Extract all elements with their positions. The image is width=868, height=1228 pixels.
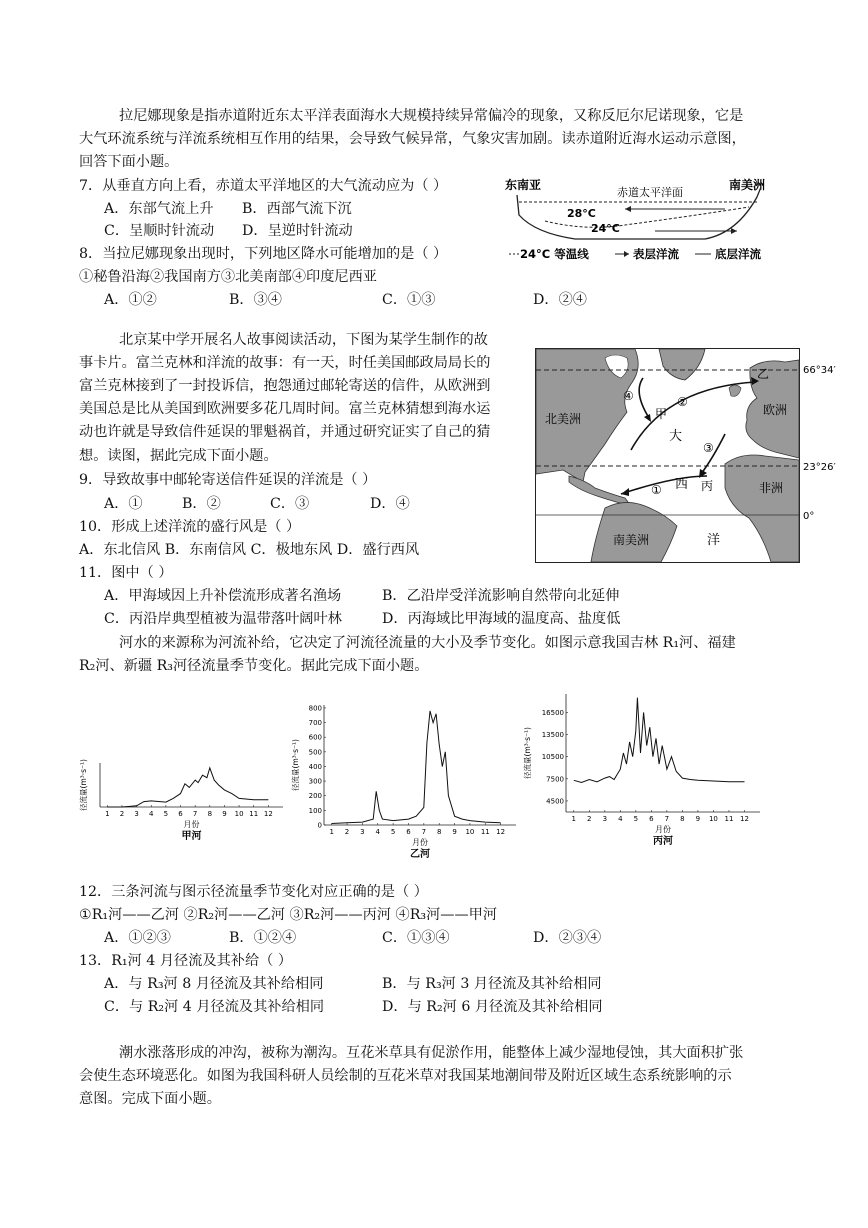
q13-option-c[interactable]: C．与 R₂河 4 月径流及其补给相同 bbox=[104, 999, 325, 1015]
x-tick-label: 12 bbox=[496, 828, 506, 836]
q8-option-d[interactable]: D．②④ bbox=[533, 292, 587, 308]
y-tick-label: 4500 bbox=[546, 797, 564, 806]
x-tick-label: 2 bbox=[119, 810, 125, 818]
q11-option-d[interactable]: D．丙海域比甲海域的温度高、盐度低 bbox=[382, 611, 621, 627]
q12-items: ①R₁河——乙河 ②R₂河——乙河 ③R₂河——丙河 ④R₃河——甲河 bbox=[79, 907, 498, 923]
chart-yi bbox=[290, 697, 518, 865]
series-line bbox=[332, 711, 501, 824]
lat-23: 23°26′ bbox=[803, 462, 836, 473]
q13-option-d[interactable]: D．与 R₂河 6 月径流及其补给相同 bbox=[382, 999, 603, 1015]
x-tick-label: 9 bbox=[695, 815, 701, 823]
q7-stem: 7．从垂直方向上看，赤道太平洋地区的大气流动应为（ ） bbox=[79, 178, 448, 194]
x-tick-label: 4 bbox=[618, 815, 623, 823]
q9-option-b[interactable]: B．② bbox=[182, 496, 221, 512]
q9-option-a[interactable]: A．① bbox=[104, 496, 143, 512]
label-africa: 非洲 bbox=[759, 481, 784, 495]
x-tick-label: 10 bbox=[234, 810, 244, 818]
q8-option-b[interactable]: B．③④ bbox=[229, 292, 282, 308]
label-yi: 乙 bbox=[757, 367, 770, 381]
chart-title: 丙河 bbox=[653, 836, 673, 847]
label-current-2: ② bbox=[677, 395, 688, 409]
q11-option-a[interactable]: A．甲海域因上升补偿流形成著名渔场 bbox=[104, 588, 342, 604]
x-tick-label: 8 bbox=[680, 815, 685, 823]
x-tick-label: 3 bbox=[134, 810, 139, 818]
label-south-america: 南美洲 bbox=[729, 178, 766, 192]
legend-surface: 表层洋流 bbox=[633, 247, 679, 261]
q7-option-b[interactable]: B．西部气流下沉 bbox=[242, 201, 352, 217]
x-tick-label: 8 bbox=[436, 828, 442, 836]
series-line bbox=[107, 768, 268, 807]
passage3-line1: 河水的来源称为河流补给，它决定了河流径流量的大小及季节变化。如图示意我国吉林 R₁河、福建 bbox=[119, 635, 736, 651]
y-tick-label: 400 bbox=[308, 762, 322, 771]
x-tick-label: 2 bbox=[344, 828, 350, 836]
x-tick-label: 12 bbox=[740, 815, 749, 823]
legend-bottom: 底层洋流 bbox=[715, 247, 761, 261]
x-tick-label: 1 bbox=[571, 815, 576, 823]
x-axis-label: 月份 bbox=[655, 825, 671, 834]
q12-option-c[interactable]: C．①③④ bbox=[382, 930, 450, 946]
q13-option-b[interactable]: B．与 R₃河 3 月径流及其补给相同 bbox=[382, 976, 602, 992]
label-pacific-surface: 赤道太平洋面 bbox=[617, 186, 683, 199]
passage1-line2: 大气环流系统与洋流系统相互作用的结果，会导致气候异常，气象灾害加剧。读赤道附近海水运动示意图， bbox=[79, 131, 746, 147]
x-tick-label: 6 bbox=[649, 815, 654, 823]
y-tick-label: 16500 bbox=[541, 708, 564, 717]
q7-option-a[interactable]: A．东部气流上升 bbox=[104, 201, 214, 217]
y-axis-label: 径流量(m³·s⁻¹) bbox=[79, 759, 88, 811]
x-tick-label: 5 bbox=[390, 828, 396, 836]
q9-option-c[interactable]: C．③ bbox=[270, 496, 310, 512]
q12-option-a[interactable]: A．①②③ bbox=[104, 930, 171, 946]
series-line bbox=[574, 698, 745, 783]
x-tick-label: 4 bbox=[149, 810, 154, 818]
x-tick-label: 3 bbox=[360, 828, 365, 836]
x-tick-label: 6 bbox=[178, 810, 183, 818]
x-tick-label: 9 bbox=[452, 828, 457, 836]
q10-options[interactable]: A．东北信风 B．东南信风 C．极地东风 D．盛行西风 bbox=[79, 542, 420, 558]
q11-option-c[interactable]: C．丙沿岸典型植被为温带落叶阔叶林 bbox=[104, 611, 342, 627]
y-tick-label: 10500 bbox=[541, 753, 564, 762]
x-tick-label: 11 bbox=[249, 810, 259, 818]
y-axis-label: 径流量(m³·s⁻¹) bbox=[291, 739, 300, 791]
label-xi: 西 bbox=[675, 477, 689, 492]
legend-isotherm: 24°C 等温线 bbox=[520, 247, 589, 261]
x-tick-label: 1 bbox=[105, 810, 110, 818]
x-tick-label: 10 bbox=[708, 815, 718, 823]
chart-title: 乙河 bbox=[410, 849, 430, 860]
passage2-line3: 富兰克林接到了一封投诉信，抱怨通过邮轮寄送的信件，从欧洲到 bbox=[79, 378, 491, 394]
q7-option-d[interactable]: D．呈逆时针流动 bbox=[242, 223, 353, 239]
legend-surface-arrow bbox=[624, 251, 629, 257]
passage2-line2: 事卡片。富兰克林和洋流的故事：有一天，时任美国邮政局局长的 bbox=[79, 355, 491, 371]
label-bing: 丙 bbox=[701, 479, 714, 493]
x-tick-label: 9 bbox=[222, 810, 227, 818]
label-yang: 洋 bbox=[707, 533, 721, 548]
equatorial-ocean-diagram bbox=[505, 173, 773, 265]
q8-option-a[interactable]: A．①② bbox=[104, 292, 157, 308]
y-tick-label: 300 bbox=[308, 777, 322, 786]
label-da: 大 bbox=[669, 429, 683, 444]
x-tick-label: 3 bbox=[602, 815, 608, 823]
x-axis-label: 月份 bbox=[412, 838, 428, 847]
x-tick-label: 6 bbox=[406, 828, 411, 836]
q7-option-c[interactable]: C．呈顺时针流动 bbox=[104, 223, 215, 239]
y-tick-label: 800 bbox=[308, 704, 322, 713]
atlantic-current-map bbox=[535, 348, 865, 564]
y-axis-label: 径流量(m³·s⁻¹) bbox=[523, 727, 532, 779]
label-current-4: ④ bbox=[623, 389, 634, 403]
q9-option-d[interactable]: D．④ bbox=[370, 496, 410, 512]
passage1-line3: 回答下面小题。 bbox=[79, 154, 179, 170]
passage3-line2: R₂河、新疆 R₃河径流量季节变化。据此完成下面小题。 bbox=[79, 658, 429, 674]
passage2-line5: 动也许就是导致信件延误的罪魁祸首，并通过研究证实了自己的猜 bbox=[79, 424, 491, 440]
q13-option-a[interactable]: A．与 R₃河 8 月径流及其补给相同 bbox=[104, 976, 324, 992]
y-tick-label: 700 bbox=[308, 719, 322, 728]
y-tick-label: 500 bbox=[308, 748, 322, 757]
bottom-arrowhead bbox=[731, 228, 737, 234]
label-current-3: ③ bbox=[703, 441, 714, 455]
label-europe: 欧洲 bbox=[763, 403, 788, 417]
x-axis-label: 月份 bbox=[183, 820, 200, 829]
q8-items: ①秘鲁沿海②我国南方③北美南部④印度尼西亚 bbox=[79, 269, 377, 285]
x-tick-label: 7 bbox=[192, 810, 198, 818]
lat-0: 0° bbox=[803, 511, 815, 522]
x-tick-label: 5 bbox=[633, 815, 639, 823]
q8-option-c[interactable]: C．①③ bbox=[382, 292, 436, 308]
x-tick-label: 11 bbox=[724, 815, 734, 823]
label-southeast-asia: 东南亚 bbox=[505, 178, 542, 192]
label-south-america-map: 南美洲 bbox=[613, 533, 650, 547]
chart-bing bbox=[520, 684, 772, 866]
y-tick-label: 600 bbox=[308, 733, 322, 742]
q12-option-b[interactable]: B．①②④ bbox=[229, 930, 297, 946]
q10-stem: 10．形成上述洋流的盛行风是（ ） bbox=[79, 519, 301, 535]
q11-stem: 11．图中（ ） bbox=[79, 565, 173, 581]
passage4-line1: 潮水涨落形成的冲沟，被称为潮沟。互花米草具有促淤作用，能整体上减少湿地侵蚀，其大面积扩张 bbox=[119, 1045, 744, 1061]
label-current-1: ① bbox=[651, 483, 662, 497]
passage1-line1: 拉尼娜现象是指赤道附近东太平洋表面海水大规模持续异常偏冷的现象，又称反厄尔尼诺现象，它是 bbox=[119, 108, 744, 124]
label-north-america: 北美洲 bbox=[545, 412, 582, 426]
y-tick-label: 7500 bbox=[546, 775, 564, 784]
q11-option-b[interactable]: B．乙沿岸受洋流影响自然带向北延伸 bbox=[382, 588, 620, 604]
temp-28: 28°C bbox=[567, 207, 596, 220]
surface-arrowhead bbox=[625, 206, 631, 212]
y-tick-label: 200 bbox=[308, 792, 322, 801]
x-tick-label: 8 bbox=[207, 810, 213, 818]
label-jia: 甲 bbox=[655, 407, 668, 421]
q9-stem: 9．导致故事中邮轮寄送信件延误的洋流是（ ） bbox=[79, 472, 377, 488]
q8-stem: 8．当拉尼娜现象出现时，下列地区降水可能增加的是（ ） bbox=[79, 246, 448, 262]
passage2-line1: 北京某中学开展名人故事阅读活动，下图为某学生制作的故 bbox=[119, 332, 488, 348]
x-tick-label: 4 bbox=[375, 828, 380, 836]
x-tick-label: 2 bbox=[587, 815, 592, 823]
y-tick-label: 100 bbox=[308, 806, 322, 815]
passage2-line6: 想。读图，据此完成下面小题。 bbox=[79, 448, 278, 464]
passage2-line4: 美国总是比从美国到欧洲要多花几周时间。富兰克林猜想到海水运 bbox=[79, 401, 491, 417]
chart-title: 甲河 bbox=[181, 831, 202, 842]
q13-stem: 13．R₁河 4 月径流及其补给（ ） bbox=[79, 953, 293, 969]
y-tick-label: 13500 bbox=[541, 731, 564, 740]
x-tick-label: 5 bbox=[163, 810, 169, 818]
y-tick-label: 0 bbox=[317, 821, 322, 830]
x-tick-label: 10 bbox=[465, 828, 475, 836]
passage4-line2: 会使生态环境恶化。如图为我国科研人员绘制的互花米草对我国某地潮间带及附近区域生态系统影响的示 bbox=[79, 1068, 732, 1084]
x-tick-label: 1 bbox=[329, 828, 334, 836]
x-tick-label: 7 bbox=[421, 828, 427, 836]
chart-jia bbox=[78, 755, 288, 855]
x-tick-label: 7 bbox=[664, 815, 670, 823]
q12-stem: 12．三条河流与图示径流量季节变化对应正确的是（ ） bbox=[79, 884, 428, 900]
temp-24: 24°C bbox=[591, 222, 620, 235]
lat-66: 66°34′ bbox=[803, 365, 836, 376]
q12-option-d[interactable]: D．②③④ bbox=[533, 930, 602, 946]
x-tick-label: 12 bbox=[263, 810, 273, 818]
x-tick-label: 11 bbox=[480, 828, 490, 836]
passage4-line3: 意图。完成下面小题。 bbox=[79, 1091, 221, 1107]
